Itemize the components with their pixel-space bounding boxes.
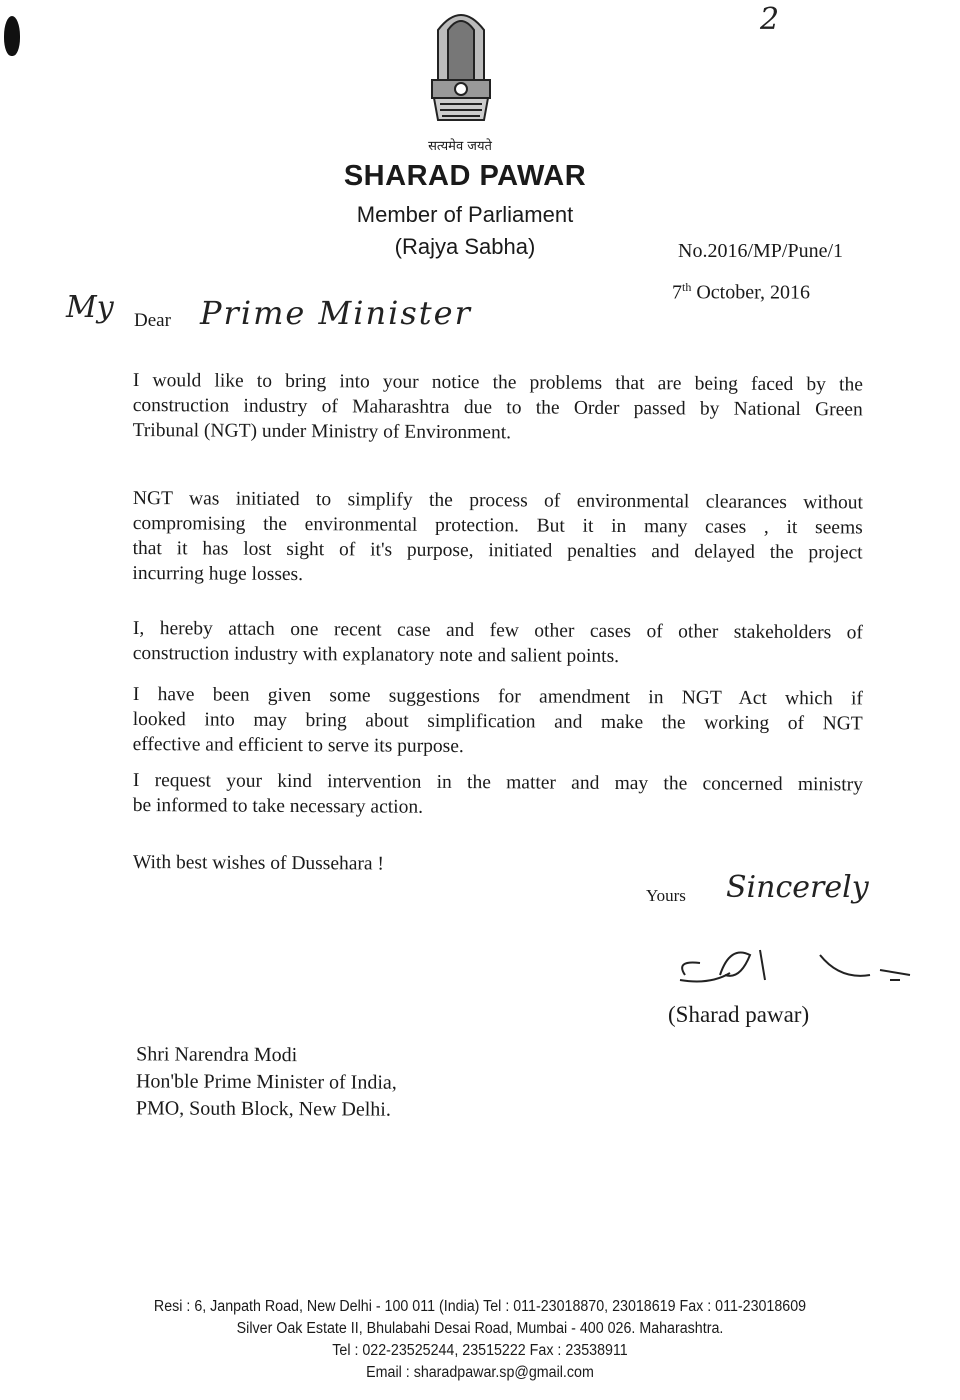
page-mark: 2 xyxy=(760,2,780,37)
reference-number: No.2016/MP/Pune/1 xyxy=(678,240,844,262)
text-line: looked into may bring about simplification and make the working of NGT xyxy=(132,708,863,735)
letterhead-footer xyxy=(66,1296,894,1384)
signatory-name: (Sharad pawar) xyxy=(668,1002,810,1027)
text-line: incurring huge losses. xyxy=(132,562,304,586)
footer-line: Silver Oak Estate II, Bhulabahi Desai Road, Mumbai - 400 026. Maharashtra. xyxy=(236,1320,724,1337)
sender-house: (Rajya Sabha) xyxy=(394,234,536,259)
date-rest: October, 2016 xyxy=(691,281,810,304)
closing-handwritten: Sincerely xyxy=(726,870,869,905)
paragraph-2 xyxy=(132,486,863,590)
text-line: that it has lost sight of it's purpose, initiated penalties and delayed the project xyxy=(132,537,863,564)
paragraph-3 xyxy=(133,616,863,670)
ink-blot xyxy=(4,16,20,56)
salutation-handwritten-prefix: My xyxy=(66,290,114,325)
text-line: construction industry with explanatory note and salient points. xyxy=(132,642,620,667)
text-line: I have been given some suggestions for amendment in NGT Act which if xyxy=(132,683,863,710)
date-day: 7 xyxy=(672,281,682,304)
sender-name: SHARAD PAWAR xyxy=(343,160,587,192)
text-line: NGT was initiated to simplify the process of environmental clearances without xyxy=(132,487,863,514)
addressee-line: Shri Narendra Modi xyxy=(136,1043,298,1067)
salutation-dear: Dear xyxy=(134,310,171,331)
addressee-line: PMO, South Block, New Delhi. xyxy=(135,1097,391,1121)
text-line: I, hereby attach one recent case and few other cases of other stakeholders of xyxy=(132,617,863,644)
addressee-block xyxy=(136,1041,397,1123)
signature-icon xyxy=(670,935,930,995)
sender-title: Member of Parliament xyxy=(356,202,574,227)
emblem-motto: सत्यमेव जयते xyxy=(428,139,492,154)
salutation-handwritten: Prime Minister xyxy=(200,294,472,332)
footer-email: Email : sharadpawar.sp@gmail.com xyxy=(366,1364,594,1381)
national-emblem-icon xyxy=(418,0,504,130)
paragraph-5 xyxy=(133,768,863,822)
text-line: effective and efficient to serve its purpose. xyxy=(132,733,464,758)
text-line: Tribunal (NGT) under Ministry of Environment. xyxy=(132,419,512,444)
closing-yours: Yours xyxy=(646,886,686,905)
text-line: I would like to bring into your notice the problems that are being faced by the xyxy=(132,369,863,396)
footer-line: Resi : 6, Janpath Road, New Delhi - 100 011 (India) Tel : 011-23018870, 23018619 Fax : 011-23018609 xyxy=(153,1298,807,1315)
text-line: I request your kind intervention in the matter and may the concerned ministry xyxy=(132,769,863,796)
paragraph-4 xyxy=(133,682,863,761)
text-line: construction industry of Maharashtra due to the Order passed by National Green xyxy=(132,394,863,421)
text-line: compromising the environmental protection. But it in many cases , it seems xyxy=(132,512,863,539)
footer-line: Tel : 022-23525244, 23515222 Fax : 23538911 xyxy=(332,1342,628,1359)
text-line: be informed to take necessary action. xyxy=(132,794,424,818)
addressee-line: Hon'ble Prime Minister of India, xyxy=(135,1070,397,1094)
text-line: With best wishes of Dussehara ! xyxy=(132,851,385,875)
paragraph-1 xyxy=(133,368,863,447)
letter-date xyxy=(672,280,810,305)
date-suffix: th xyxy=(682,280,692,294)
